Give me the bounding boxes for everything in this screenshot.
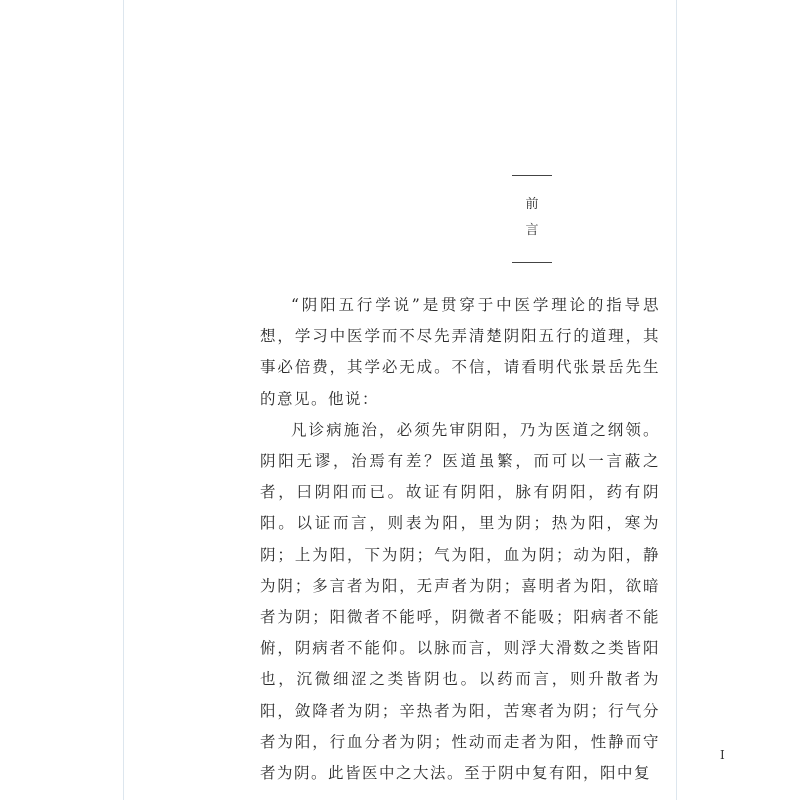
section-heading <box>512 175 552 263</box>
heading-char-2: 言 <box>525 223 539 238</box>
book-page <box>123 0 725 800</box>
paragraph-intro: “阴阳五行学说”是贯穿于中医学理论的指导思想，学习中医学而不尽先弄清楚阴阳五行的道理，其事必倍费，其学必无成。不信，请看明代张景岳先生的意见。他说： <box>260 296 660 408</box>
heading-char-1: 前 <box>525 197 539 212</box>
paragraph-quote: 凡诊病施治，必须先审阴阳，乃为医道之纲领。阴阳无谬，治焉有差？医道虽繁，而可以一言蔽之者，曰阴阳而已。故证有阴阳，脉有阴阳，药有阴阳。以证而言，则表为阳，里为阴；热为阳，寒为阴；上为阳，下为阴；气为阳，血为阴；动为阳，静为阴；多言者为阳，无声者为阴；喜明者为阳，欲暗者为阴；阳微者不能呼，阴微者不能吸；阳病者不能俯，阴病者不能仰。以脉而言，则浮大滑数之类皆阳也，沉微细涩之类皆阴也。以药而言，则升散者为阳，敛降者为阴；辛热者为阳，苦寒者为阴；行气分者为阳，行血分者为阴；性动而走者为阳，性静而守者为阴。此皆医中之大法。至于阴中复有阳，阳中复 <box>260 420 660 783</box>
heading-bottom-rule <box>512 262 552 263</box>
page-number: I <box>720 748 725 762</box>
heading-top-rule <box>512 175 552 176</box>
heading-title <box>512 192 552 244</box>
body-text <box>260 290 660 789</box>
